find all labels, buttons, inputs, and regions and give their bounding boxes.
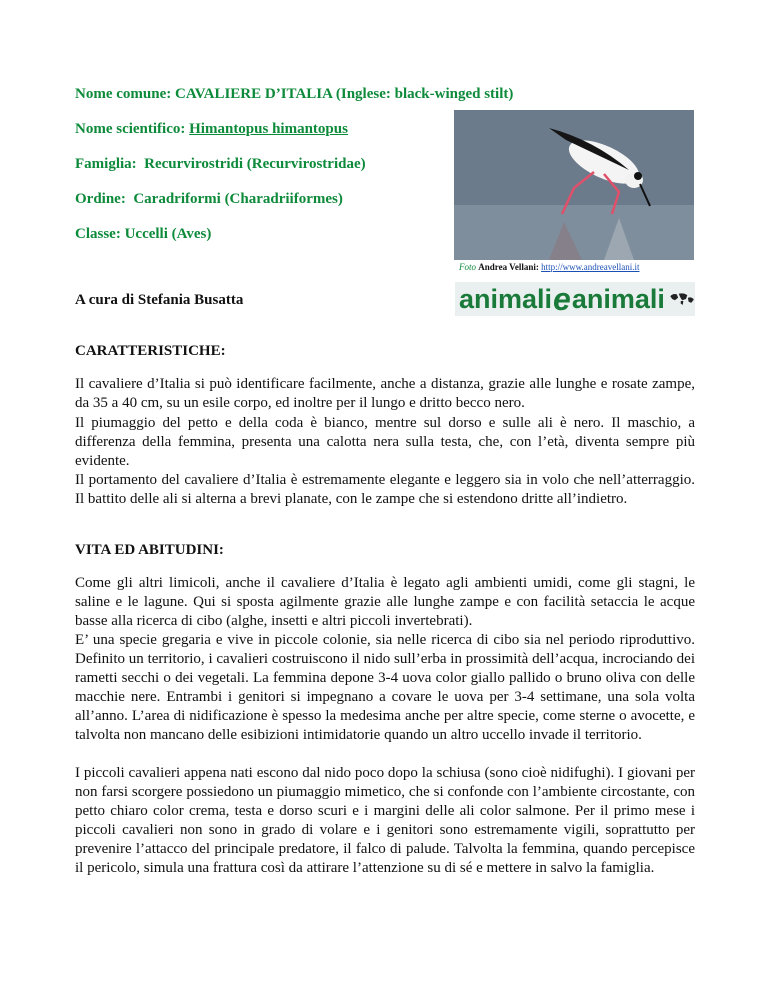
scientific-name-label: Nome scientifico: [75,121,186,137]
family-line [75,156,366,173]
order-line [75,191,343,208]
class-line [75,226,211,243]
caption-url-link[interactable]: http://www.andreavellani.it [541,262,640,272]
family-value: Recurvirostridi (Recurvirostridae) [144,156,366,172]
animalieanimali-logo[interactable] [455,282,695,316]
life-habits-title: VITA ED ABITUDINI: [75,542,224,558]
characteristics-paragraph-1: Il cavaliere d’Italia si può identificare facilmente, anche a distanza, grazie alle lunghe e rosate zampe, da 35 a 40 cm, su un esile corpo, ed inoltre per il lungo e dritto becco nero. [75,376,695,411]
class-label: Classe: [75,226,121,242]
order-value: Caradriformi (Charadriiformes) [133,191,343,207]
stilt-bird-illustration [454,110,694,260]
characteristics-paragraph-2: Il piumaggio del petto e della coda è bianco, mentre sul dorso e sulle ali è nero. Il maschio, a differenza della femmina, presenta una calotta nera sulla testa, che, con l’età, diventa sempre più evidente. [75,415,695,469]
life-paragraph-3: I piccoli cavalieri appena nati escono dal nido poco dopo la schiusa (sono cioè nidifughi). I giovani per non farsi scorgere possiedono un piumaggio mimetico, che si confonde con l’ambiente circostante, con petto chiaro color crema, testa e dorso scuri e i margini delle ali color salmone. Per il primo mese i piccoli cavalieri non sono in grado di volare e i genitori sono estremamente vigili, soprattutto per prevenire l’attacco del principale predatore, il falco di palude. Talvolta la femmina, quando percepisce il pericolo, simula una frattura così da attirare l’attenzione su di sé e mettere in salvo la famiglia. [75,765,695,876]
class-value: Uccelli (Aves) [124,226,212,242]
scientific-name-line [75,121,348,138]
logo-text-2: animali [571,283,665,314]
logo-text-e: e [553,280,571,317]
characteristics-paragraph-3: Il portamento del cavaliere d’Italia è estremamente elegante e leggero sia in volo che nell’atterraggio. Il battito delle ali si alterna a brevi planate, con le zampe che si estendono dritte all’indietro. [75,472,695,507]
curator-credit: A cura di Stefania Busatta [75,292,244,308]
caption-author: Andrea Vellani: [478,262,539,272]
common-name-value: CAVALIERE D’ITALIA (Inglese: black-winged stilt) [174,86,514,102]
common-name-label: Nome comune: [75,86,172,102]
caption-prefix: Foto [459,262,476,272]
life-paragraph-2: E’ una specie gregaria e vive in piccole colonie, sia nelle ricerca di cibo sia nel periodo riproduttivo. Definito un territorio, i cavalieri costruiscono il nido sull’erba in prossimità dell’acqua, incrociando dei rametti secchi o dei vegetali. La femmina depone 3-4 uova color giallo pallido o bruno oliva con delle macchie nere. Entrambi i genitori si impegnano a covare le uova per 3-4 settimane, una sola volta all’anno. L’area di nidificazione è spesso la medesima anche per altre specie, come sterne o avocette, e talvolta non mancano delle esibizioni intimidatorie quando un altro uccello invade il territorio. [75,632,695,743]
stilt-photo [454,110,694,260]
photo-caption [459,262,640,272]
world-map-icon [669,287,695,311]
order-label: Ordine: [75,191,126,207]
family-label: Famiglia: [75,156,137,172]
scientific-name-link[interactable]: Himantopus himantopus [189,121,348,137]
life-paragraph-1: Come gli altri limicoli, anche il cavaliere d’Italia è legato agli ambienti umidi, come gli stagni, le saline e le lagune. Qui si sposta agilmente grazie alle lunghe zampe e con facilità setaccia le acque basse alla ricerca di cibo (alghe, insetti e altri piccoli invertebrati). [75,575,695,629]
common-name-line [75,86,513,103]
characteristics-title: CARATTERISTICHE: [75,343,226,359]
logo-text-1: animali [459,283,553,314]
